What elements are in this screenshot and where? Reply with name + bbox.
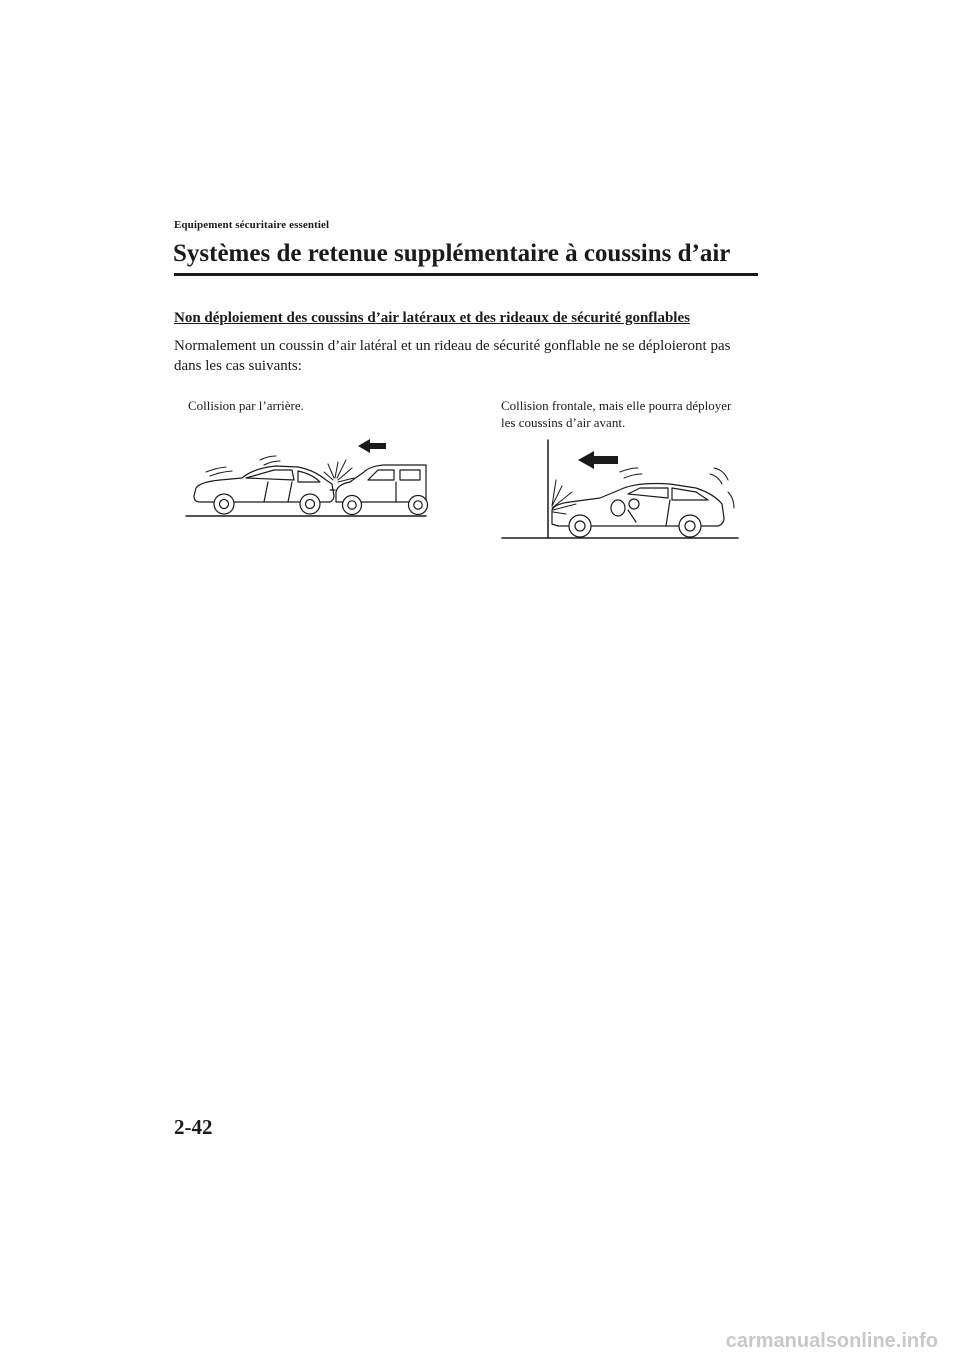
caption-line: Collision par l’arrière. bbox=[188, 398, 304, 413]
figure-caption-rear bbox=[188, 397, 304, 414]
frontal-collision-illustration bbox=[500, 438, 740, 542]
caption-line: Collision frontale, mais elle pourra déployer bbox=[501, 398, 732, 413]
caption-line: les coussins d’air avant. bbox=[501, 415, 626, 430]
title-rule bbox=[174, 273, 758, 276]
rear-collision-illustration bbox=[180, 438, 430, 520]
figure-caption-frontal bbox=[501, 397, 761, 431]
section-label: Equipement sécuritaire essentiel bbox=[174, 219, 330, 231]
subheading: Non déploiement des coussins d’air latéraux et des rideaux de sécurité gonflables bbox=[174, 310, 690, 326]
body-paragraph: Normalement un coussin d’air latéral et un rideau de sécurité gonflable ne se déploieront pas dans les cas suivants: bbox=[174, 338, 731, 374]
page-title: Systèmes de retenue supplémentaire à coussins d’air bbox=[173, 240, 731, 267]
page-number: 2-42 bbox=[174, 1115, 213, 1139]
watermark: carmanualsonline.info bbox=[725, 1330, 938, 1352]
